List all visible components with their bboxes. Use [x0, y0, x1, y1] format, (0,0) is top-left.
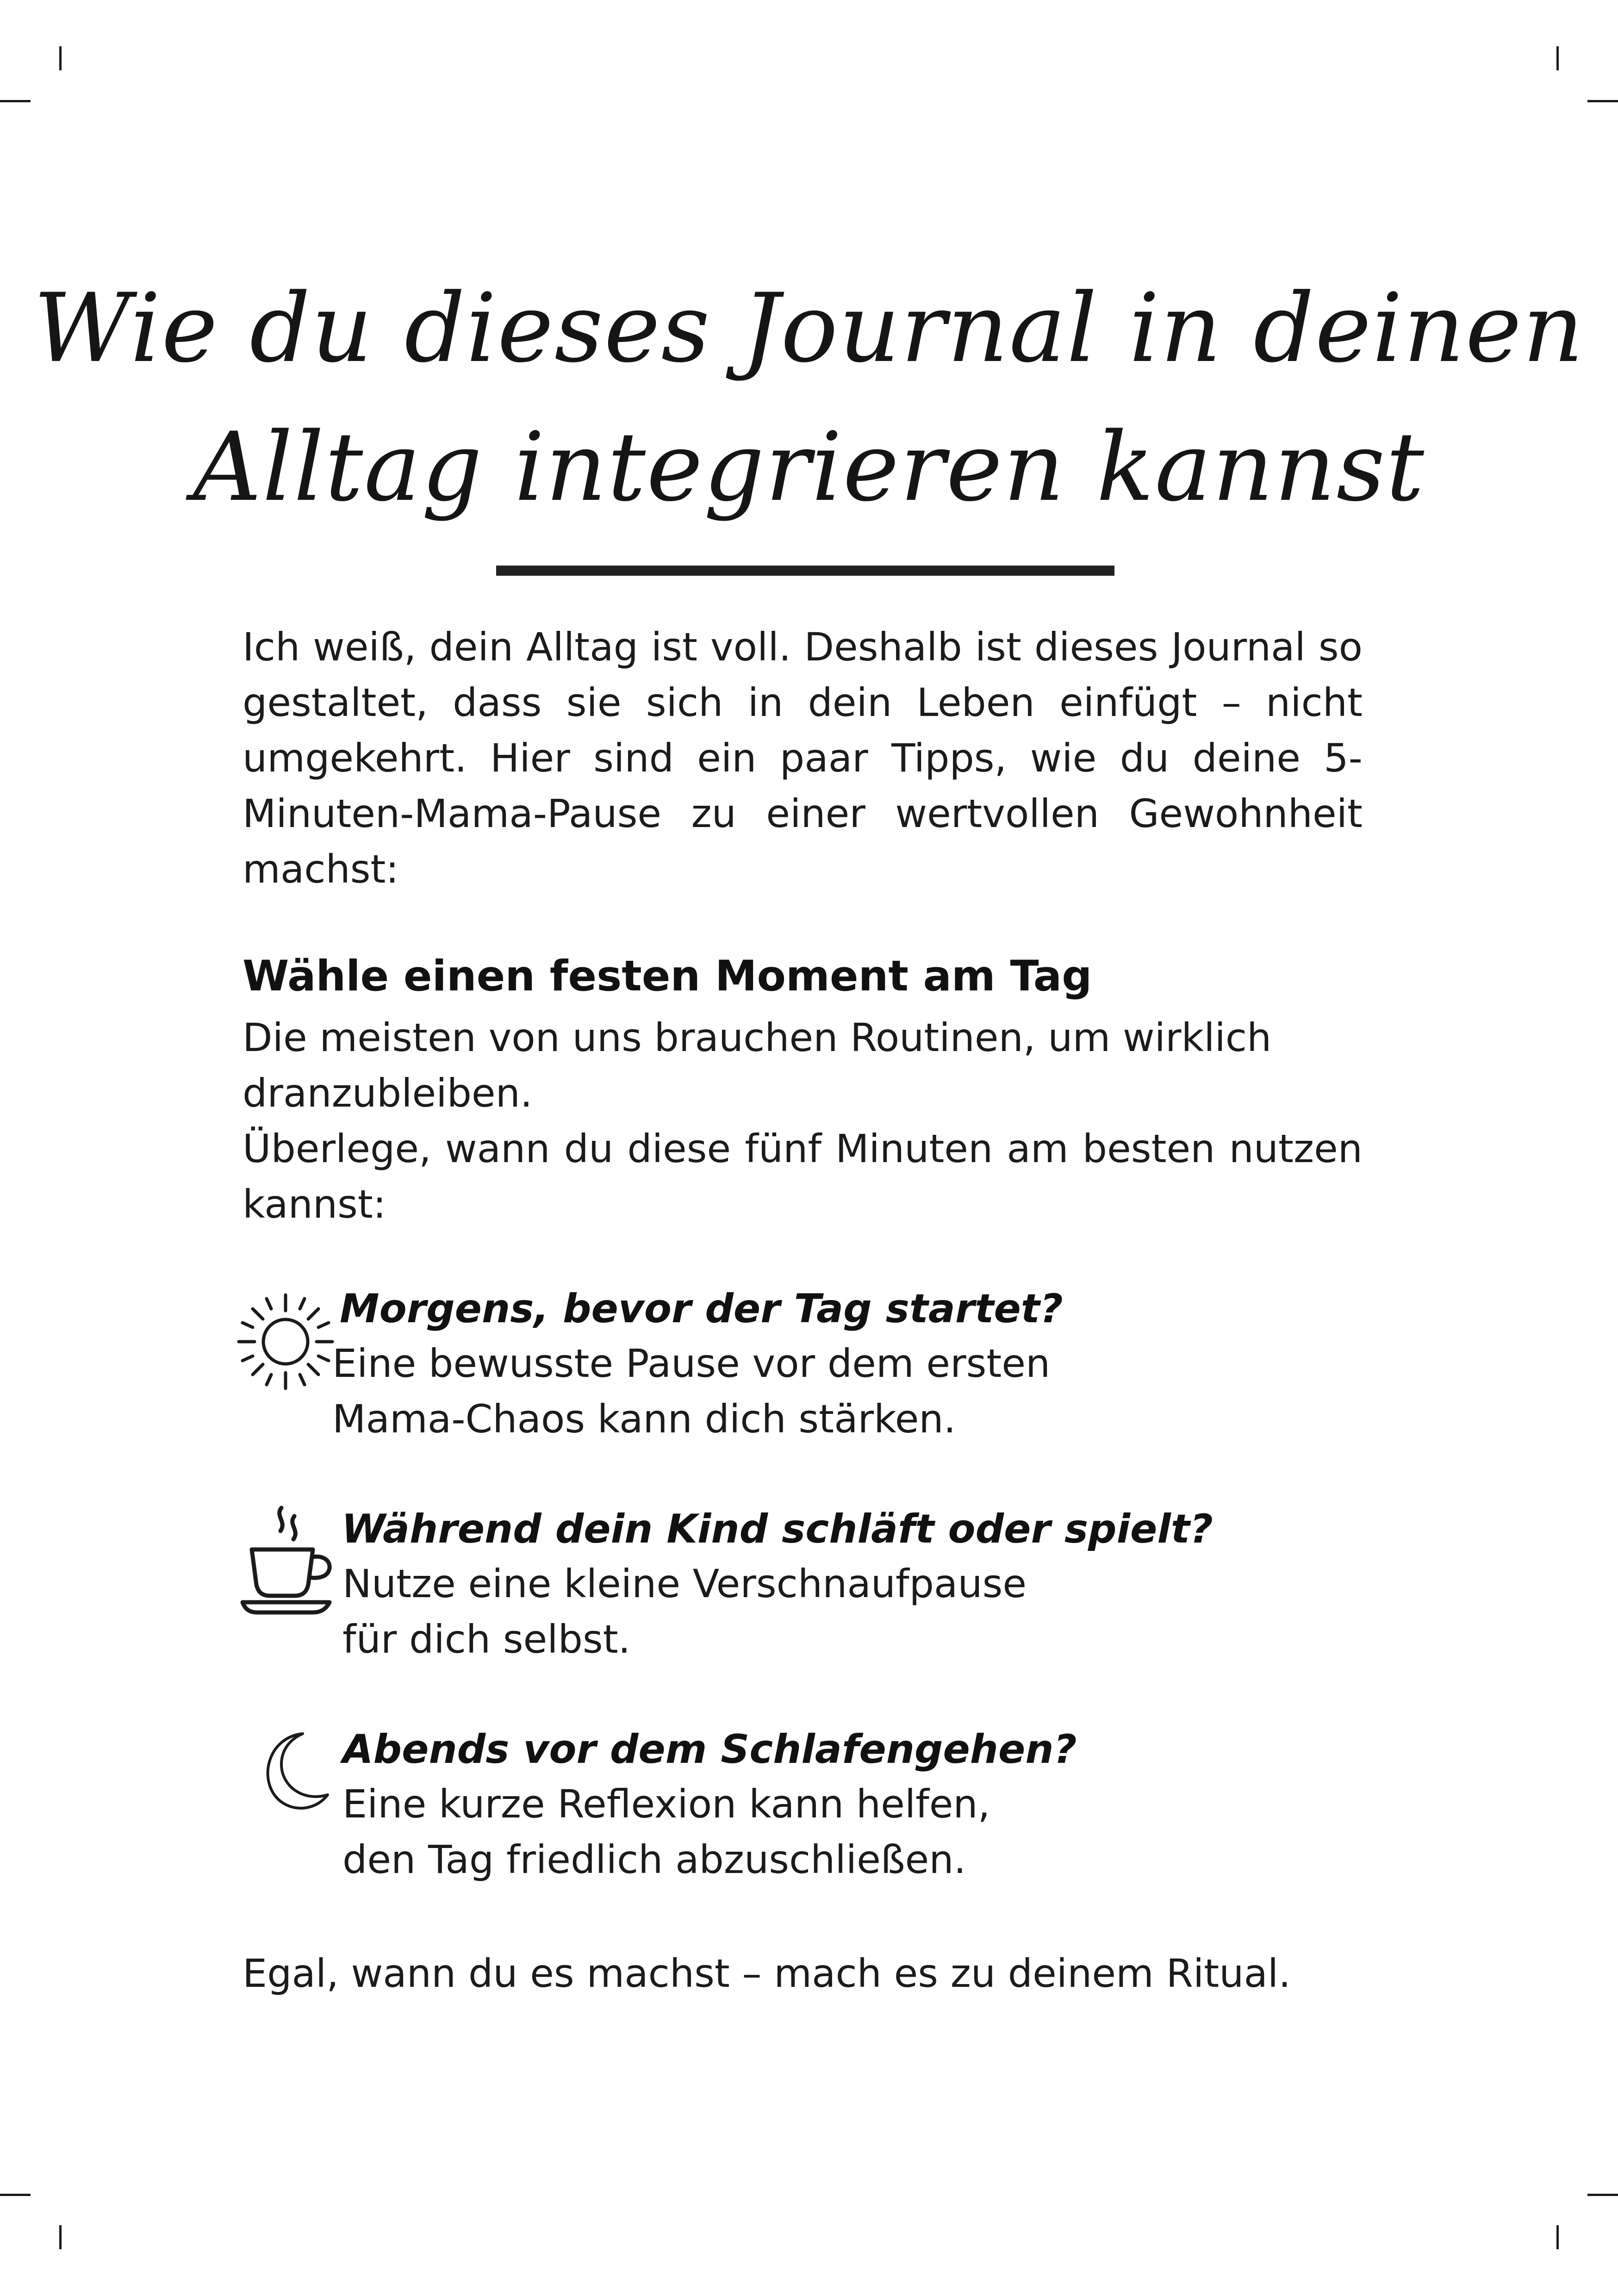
- section-paragraph-2: Überlege, wann du diese fünf Minuten am besten nutzen kannst:: [243, 1126, 1363, 1227]
- tip-daytime-line-1: Nutze eine kleine Verschnaufpause: [342, 1561, 1027, 1606]
- tip-morning-line-1: Eine bewusste Pause vor dem ersten: [332, 1341, 1051, 1386]
- crop-mark-top-left-horizontal: [0, 100, 31, 102]
- tip-evening-line-1: Eine kurze Reflexion kann helfen,: [342, 1781, 990, 1827]
- crop-mark-bottom-right-vertical: [1556, 2225, 1559, 2249]
- crop-mark-top-left-vertical: [59, 46, 62, 70]
- coffee-cup-icon: [239, 1502, 341, 1618]
- tip-daytime-line-2: für dich selbst.: [342, 1617, 631, 1662]
- tip-daytime-title: Während dein Kind schläft oder spielt?: [342, 1506, 1213, 1552]
- page-title-line-2: Alltag integrieren kannst: [193, 412, 1425, 523]
- crop-mark-bottom-right-horizontal: [1587, 2194, 1618, 2196]
- page-title-line-1: Wie du dieses Journal in deinen: [33, 274, 1585, 384]
- crop-mark-top-right-horizontal: [1587, 100, 1618, 102]
- moon-icon: [253, 1727, 331, 1815]
- tip-morning-line-2: Mama-Chaos kann dich stärken.: [332, 1396, 956, 1442]
- intro-paragraph: Ich weiß, dein Alltag ist voll. Deshalb ist dieses Journal so gestaltet, dass sie sich in dein Leben einfügt – nicht umgekehrt. Hier sind ein paar Tipps, wie du deine 5-Minuten-Mama-Pause zu einer wertvollen Gewohnheit machst:: [243, 624, 1363, 892]
- closing-sentence: Egal, wann du es machst – mach es zu deinem Ritual.: [243, 1951, 1291, 1996]
- crop-mark-top-right-vertical: [1556, 46, 1559, 70]
- crop-mark-bottom-left-vertical: [59, 2225, 62, 2249]
- tip-evening-line-2: den Tag friedlich abzuschließen.: [342, 1837, 966, 1882]
- tip-morning-title: Morgens, bevor der Tag startet?: [340, 1286, 1063, 1332]
- tip-evening-title: Abends vor dem Schlafengehen?: [342, 1726, 1077, 1773]
- sun-icon: [234, 1290, 337, 1393]
- crop-mark-bottom-left-horizontal: [0, 2194, 31, 2196]
- section-paragraph-1: Die meisten von uns brauchen Routinen, um wirklich dranzubleiben.: [243, 1015, 1272, 1116]
- title-divider: [496, 566, 1114, 576]
- section-heading: Wähle einen festen Moment am Tag: [243, 952, 1092, 1001]
